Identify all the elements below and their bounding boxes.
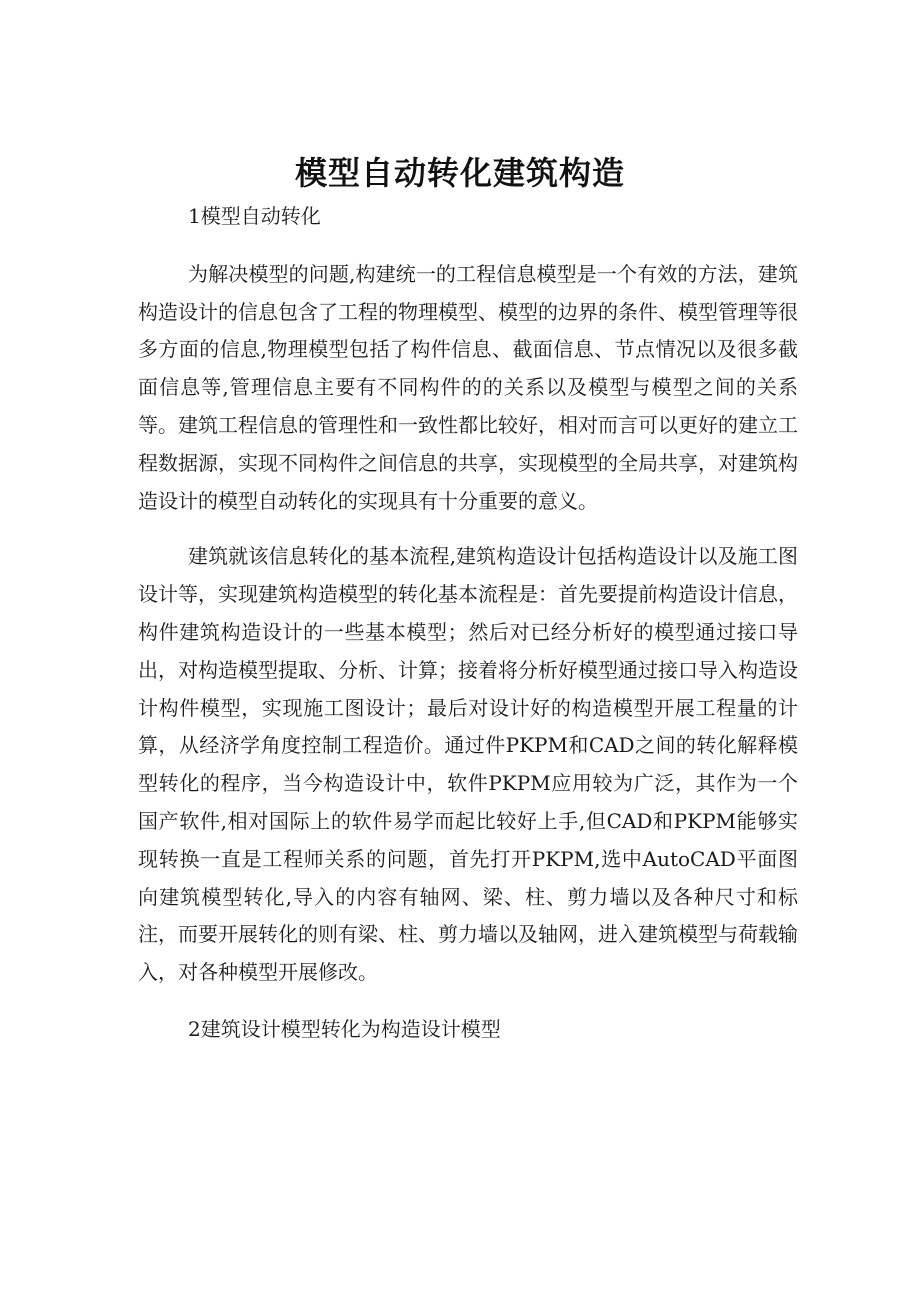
document-body — [138, 198, 798, 1049]
paragraph-1: 为解决模型的问题,构建统一的工程信息模型是一个有效的方法，建筑构造设计的信息包含了工程的物理模型、模型的边界的条件、模型管理等很多方面的信息,物理模型包括了构件信息、截面信息、节点情况以及很多截面信息等,管理信息主要有不同构件的的关系以及模型与模型之间的关系等。建筑工程信息的管理性和一致性都比较好，相对而言可以更好的建立工程数据源，实现不同构件之间信息的共享，实现模型的全局共享，对建筑构造设计的模型自动转化的实现具有十分重要的意义。 — [138, 261, 798, 513]
paragraph-2: 建筑就该信息转化的基本流程,建筑构造设计包括构造设计以及施工图设计等，实现建筑构造模型的转化基本流程是：首先要提前构造设计信息，构件建筑构造设计的一些基本模型；然后对已经分析好的模型通过接口导出，对构造模型提取、分析、计算；接着将分析好模型通过接口导入构造设计构件模型，实现施工图设计；最后对设计好的构造模型开展工程量的计算，从经济学角度控制工程造价。通过件PKPM和CAD之间的转化解释模型转化的程序，当今构造设计中，软件PKPM应用较为广泛，其作为一个国产软件,相对国际上的软件易学而起比较好上手,但CAD和PKPM能够实现转换一直是工程师关系的问题，首先打开PKPM,选中AutoCAD平面图向建筑模型转化,导入的内容有轴网、梁、柱、剪力墙以及各种尺寸和标注，而要开展转化的则有梁、柱、剪力墙以及轴网，进入建筑模型与荷载输入，对各种模型开展修改。 — [138, 544, 798, 985]
section-heading-2: 2建筑设计模型转化为构造设计模型 — [188, 1016, 501, 1041]
section-heading-1: 1模型自动转化 — [188, 204, 321, 228]
document-title: 模型自动转化建筑构造 — [294, 154, 625, 193]
